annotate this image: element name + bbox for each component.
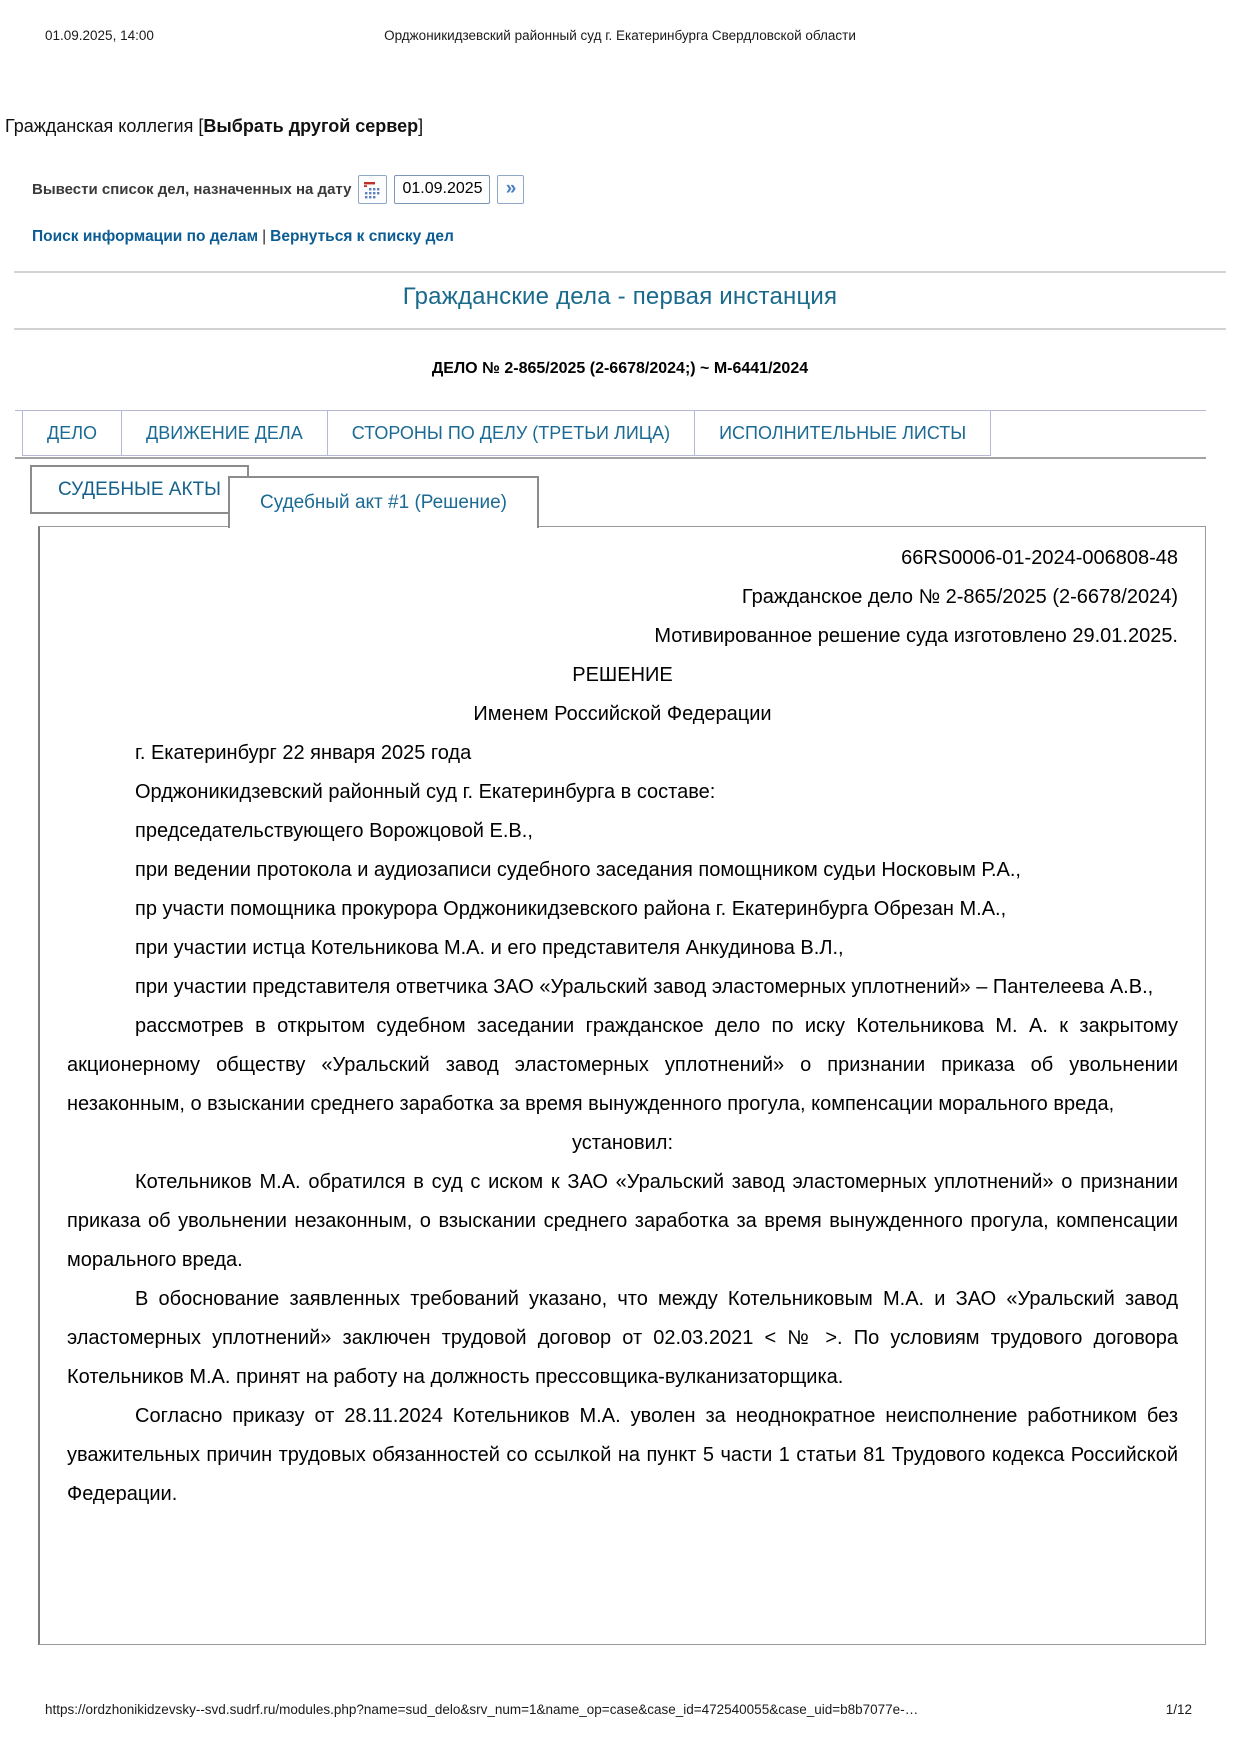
search-cases-link[interactable]: Поиск информации по делам bbox=[32, 228, 259, 245]
case-list-form bbox=[32, 174, 524, 204]
tab-sudebny-akt-1[interactable]: Судебный акт #1 (Решение) bbox=[228, 476, 539, 528]
links-separator: | bbox=[262, 228, 267, 245]
tab-ispolnitelnye-listy[interactable]: ИСПОЛНИТЕЛЬНЫЕ ЛИСТЫ bbox=[694, 411, 991, 456]
calendar-button[interactable] bbox=[358, 175, 387, 204]
tab-sudebnye-akty[interactable]: СУДЕБНЫЕ АКТЫ bbox=[30, 465, 249, 514]
case-title: ДЕЛО № 2-865/2025 (2-6678/2024;) ~ М-6441/2024 bbox=[431, 360, 809, 377]
acts-panel-divider bbox=[15, 457, 1206, 459]
server-bar-suffix: ] bbox=[418, 116, 424, 136]
change-server-link[interactable]: Выбрать другой сервер bbox=[203, 116, 419, 136]
document-content bbox=[40, 527, 1205, 1514]
document-ustanovil: установил: bbox=[571, 1132, 674, 1154]
tab-storony-po-delu[interactable]: СТОРОНЫ ПО ДЕЛУ (ТРЕТЬИ ЛИЦА) bbox=[327, 411, 695, 456]
footer-page-number: 1/12 bbox=[1165, 1702, 1192, 1717]
divider-top bbox=[14, 271, 1226, 273]
print-header bbox=[0, 28, 1240, 48]
nav-links bbox=[32, 228, 454, 246]
section-title: Гражданские дела - первая инстанция bbox=[402, 283, 838, 310]
document-paragraph: пр участи помощника прокурора Орджоникидзевского района г. Екатеринбурга Обрезан М.А., bbox=[135, 898, 1007, 920]
document-paragraph: при ведении протокола и аудиозаписи судебного заседания помощником судьи Носковым Р.А., bbox=[135, 859, 1021, 881]
document-paragraph: председательствующего Ворожцовой Е.В., bbox=[135, 820, 533, 842]
server-bar-prefix: Гражданская коллегия [ bbox=[5, 116, 204, 136]
tab-dvizhenie-dela[interactable]: ДВИЖЕНИЕ ДЕЛА bbox=[121, 411, 328, 456]
document-paragraph: рассмотрев в открытом судебном заседании гражданское дело по иску Котельникова М. А. к закрытому акционерному обществу «Уральский завод эластомерных уплотнений» о признании приказа об увольнении незаконным, о взыскании среднего заработка за время вынужденного прогула, компенсации морального вреда, bbox=[67, 1015, 1178, 1115]
document-paragraph: Орджоникидзевский районный суд г. Екатеринбурга в составе: bbox=[135, 781, 716, 803]
case-tabs bbox=[15, 410, 1206, 456]
document-paragraph: при участии истца Котельникова М.А. и его представителя Анкудинова В.Л., bbox=[135, 937, 844, 959]
case-list-label: Вывести список дел, назначенных на дату bbox=[32, 180, 352, 198]
document-heading-imenem: Именем Российской Федерации bbox=[473, 703, 772, 725]
document-case-uid: 66RS0006-01-2024-006808-48 bbox=[901, 547, 1178, 569]
judicial-act-document bbox=[38, 526, 1206, 1645]
print-datetime: 01.09.2025, 14:00 bbox=[45, 28, 154, 43]
footer-url: https://ordzhonikidzevsky--svd.sudrf.ru/modules.php?name=sud_delo&srv_num=1&name_op=case&case_id=472540055&case_uid=b8b7077e-… bbox=[45, 1702, 919, 1717]
print-footer bbox=[45, 1702, 1192, 1717]
divider-bottom bbox=[14, 328, 1226, 330]
document-paragraph: Согласно приказу от 28.11.2024 Котельников М.А. уволен за неоднократное неисполнение работником без уважительных причин трудовых обязанностей со ссылкой на пункт 5 части 1 статьи 81 Трудового кодекса Российской Федерации. bbox=[67, 1405, 1178, 1505]
show-cases-button[interactable] bbox=[497, 175, 524, 204]
server-bar bbox=[5, 116, 423, 137]
calendar-icon bbox=[362, 179, 383, 200]
document-paragraph: г. Екатеринбург 22 января 2025 года bbox=[135, 742, 472, 764]
document-heading-reshenie: РЕШЕНИЕ bbox=[572, 664, 673, 686]
back-to-list-link[interactable]: Вернуться к списку дел bbox=[270, 228, 454, 245]
document-case-number: Гражданское дело № 2-865/2025 (2-6678/2024) bbox=[741, 586, 1178, 608]
document-motivated-line: Мотивированное решение суда изготовлено 29.01.2025. bbox=[654, 625, 1178, 647]
double-chevron-icon: » bbox=[505, 178, 517, 199]
tab-delo[interactable]: ДЕЛО bbox=[22, 411, 122, 456]
document-paragraph: при участии представителя ответчика ЗАО «Уральский завод эластомерных уплотнений» – Пантелеева А.В., bbox=[135, 976, 1154, 998]
document-paragraph: В обоснование заявленных требований указано, что между Котельниковым М.А. и ЗАО «Уральский завод эластомерных уплотнений» заключен трудовой договор от 02.03.2021 < № >. По условиям трудового договора Котельников М.А. принят на работу на должность прессовщика-вулканизаторщика. bbox=[67, 1288, 1178, 1388]
date-input[interactable] bbox=[394, 175, 490, 204]
document-paragraph: Котельников М.А. обратился в суд с иском к ЗАО «Уральский завод эластомерных уплотнений» о признании приказа об увольнении незаконным, о взыскании среднего заработка за время вынужденного прогула, компенсации морального вреда. bbox=[67, 1171, 1178, 1271]
court-name-header: Орджоникидзевский районный суд г. Екатеринбурга Свердловской области bbox=[384, 28, 856, 43]
